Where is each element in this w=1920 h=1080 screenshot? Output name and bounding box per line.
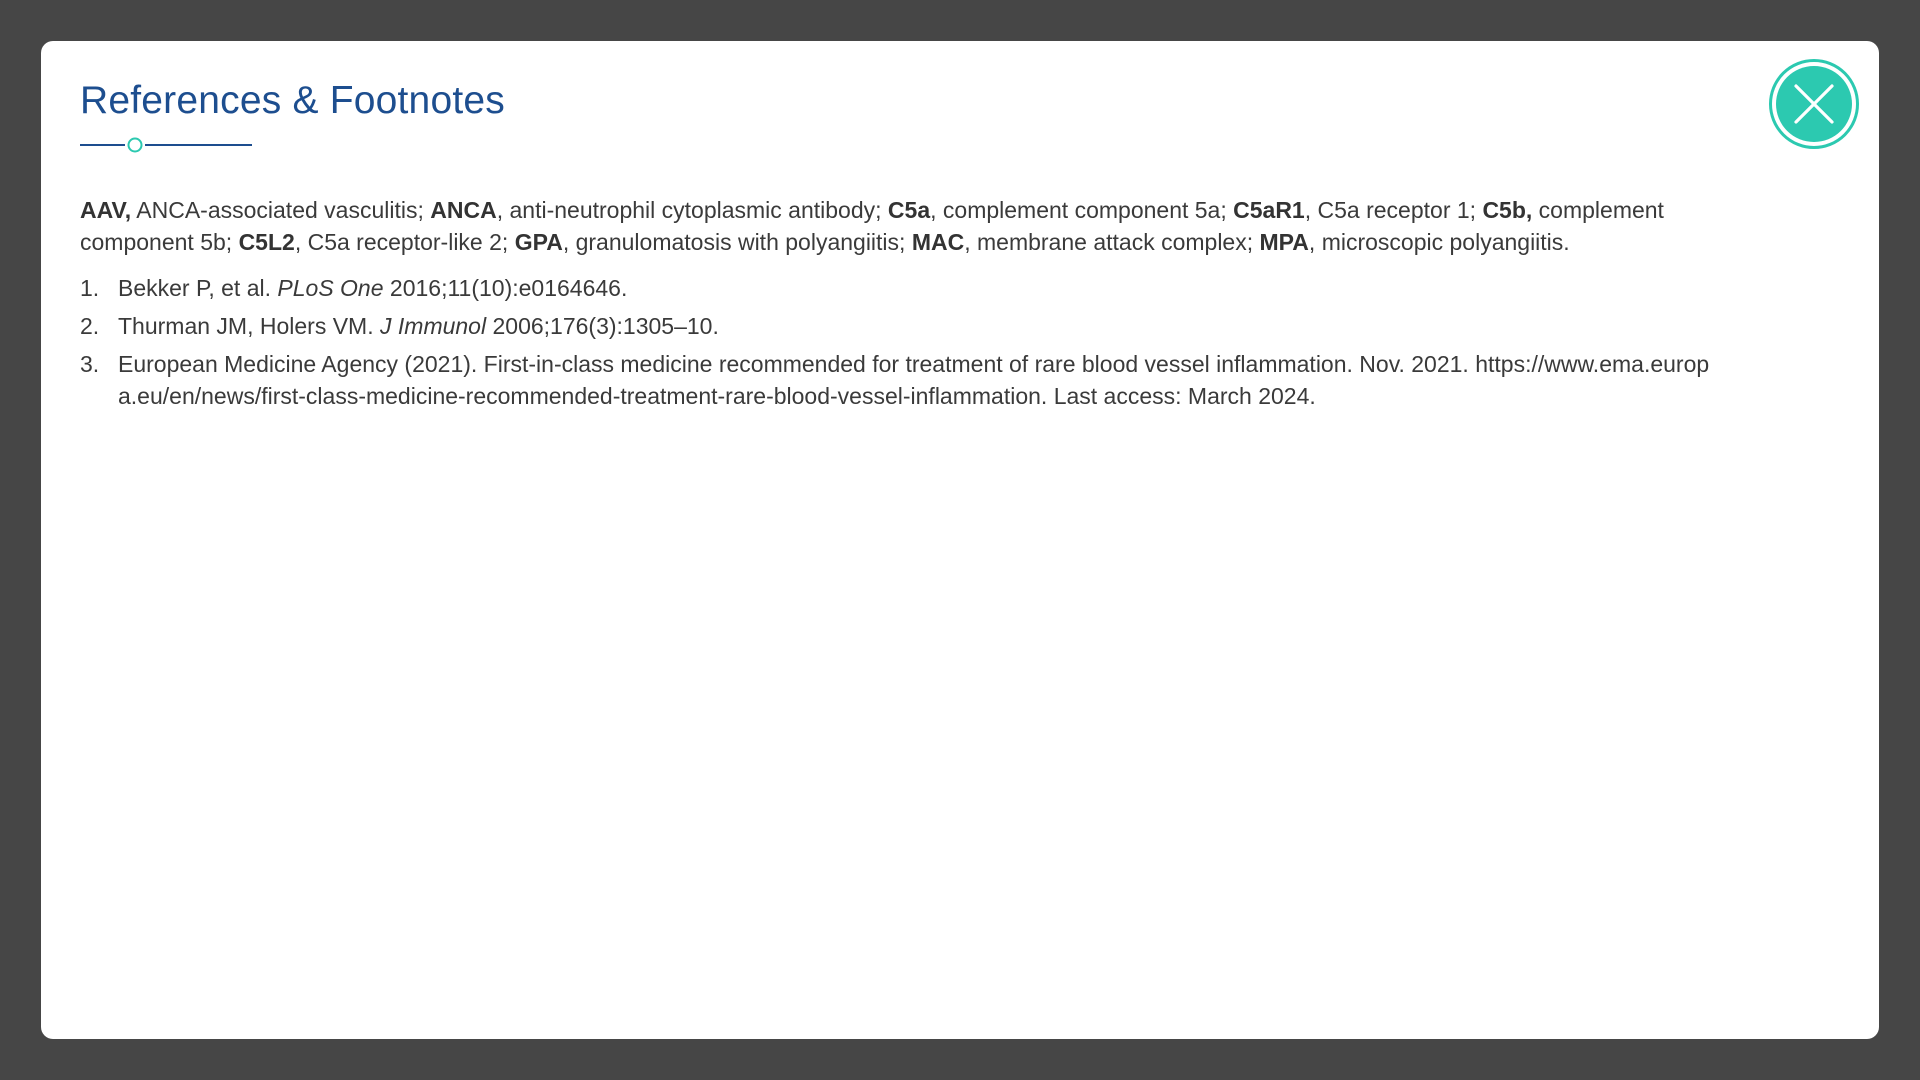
abbrev-definition: , microscopic polyangiitis. <box>1308 229 1570 255</box>
close-icon <box>1776 66 1852 142</box>
modal-title: References & Footnotes <box>80 79 505 122</box>
reference-number: 2. <box>80 313 100 339</box>
abbrev-definition: ANCA-associated vasculitis; <box>131 197 431 223</box>
abbrev-term: AAV, <box>80 197 132 223</box>
abbrev-definition: , anti-neutrophil cytoplasmic antibody; <box>496 197 888 223</box>
reference-text: Bekker P, et al. <box>118 275 278 301</box>
references-content <box>80 194 1720 418</box>
reference-text: European Medicine Agency (2021). First-in-class medicine recommended for treatment of rare blood vessel inflammation. Nov. 2021. https://www.ema.europa.eu/en/news/first-class-medicine-recommended-treatment-rare-blood-vessel-inflammation. Last access: March 2024. <box>118 351 1710 409</box>
reference-item <box>80 348 1720 412</box>
abbrev-definition: , membrane attack complex; <box>964 229 1260 255</box>
reference-journal: J Immunol <box>380 313 487 339</box>
abbrev-definition: , granulomatosis with polyangiitis; <box>562 229 912 255</box>
abbrev-definition: complement component 5b; <box>80 197 1664 255</box>
abbrev-term: ANCA <box>430 197 497 223</box>
reference-number: 1. <box>80 275 100 301</box>
abbrev-term: C5a <box>887 197 931 223</box>
abbrev-term: C5aR1 <box>1233 197 1305 223</box>
abbrev-term: C5b, <box>1482 197 1533 223</box>
close-button[interactable] <box>1769 59 1859 149</box>
references-modal <box>41 41 1879 1039</box>
abbrev-term: MPA <box>1259 229 1309 255</box>
abbrev-term: GPA <box>514 229 563 255</box>
abbrev-term: C5L2 <box>238 229 295 255</box>
reference-journal: PLoS One <box>277 275 384 301</box>
abbrev-definition: , C5a receptor 1; <box>1304 197 1483 223</box>
reference-item <box>80 272 1720 304</box>
reference-number: 3. <box>80 351 100 377</box>
reference-citation: 2016;11(10):e0164646. <box>383 275 628 301</box>
reference-citation: 2006;176(3):1305–10. <box>486 313 719 339</box>
abbrev-definition: , complement component 5a; <box>930 197 1234 223</box>
abbreviations-paragraph <box>80 194 1720 258</box>
reference-list <box>80 272 1720 412</box>
abbrev-term: MAC <box>911 229 965 255</box>
title-divider <box>80 137 252 153</box>
reference-item <box>80 310 1720 342</box>
abbrev-definition: , C5a receptor-like 2; <box>294 229 515 255</box>
reference-text: Thurman JM, Holers VM. <box>118 313 380 339</box>
